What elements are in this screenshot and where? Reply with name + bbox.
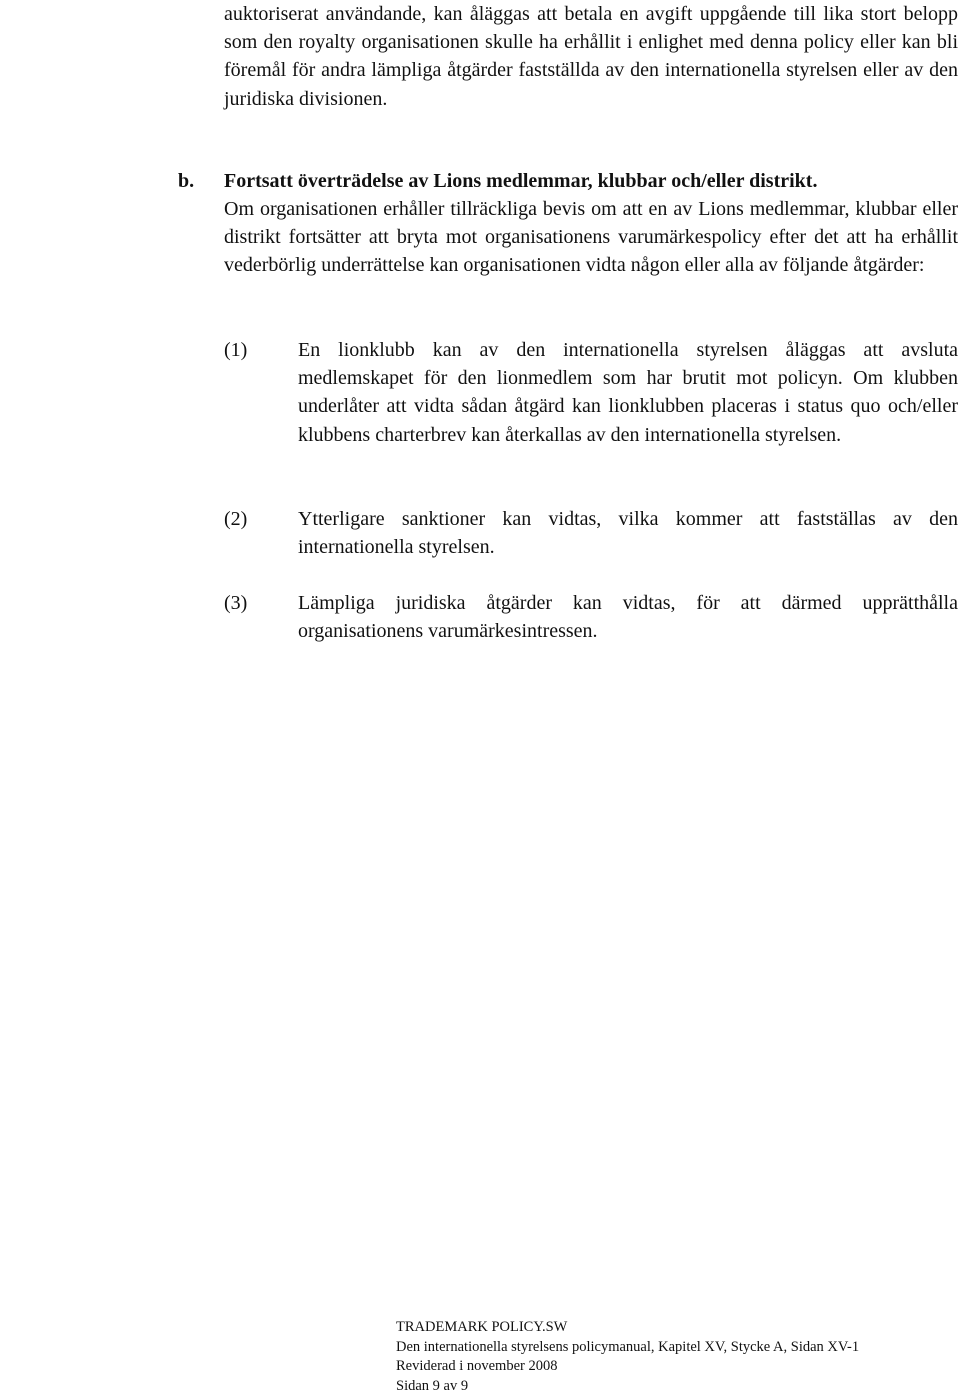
list-item-text: Ytterligare sanktioner kan vidtas, vilka kommer att fastställas av den internationella styrelsen. (298, 505, 958, 561)
footer-filename: TRADEMARK POLICY.SW (396, 1318, 859, 1338)
list-item-text: Lämpliga juridiska åtgärder kan vidtas, för att därmed upprätthålla organisationens varumärkesintressen. (298, 589, 958, 645)
list-item-number: (3) (224, 589, 247, 617)
page-footer (396, 1318, 859, 1396)
section-b-label: b. (178, 167, 194, 195)
top-paragraph: auktoriserat användande, kan åläggas att betala en avgift uppgående till lika stort belopp som den royalty organisationen skulle ha erhållit i enlighet med denna policy eller kan bli föremål för andra lämpliga åtgärder fastställda av den internationella styrelsen eller av den juridiska divisionen. (224, 0, 958, 113)
footer-page-number: Sidan 9 av 9 (396, 1377, 859, 1396)
footer-manual-reference: Den internationella styrelsens policymanual, Kapitel XV, Stycke A, Sidan XV-1 (396, 1338, 859, 1358)
section-b-paragraph: Om organisationen erhåller tillräckliga bevis om att en av Lions medlemmar, klubbar eller distrikt fortsätter att bryta mot organisationens varumärkespolicy efter det att ha erhållit vederbörlig underrättelse kan organisationen vidta någon eller alla av följande åtgärder: (224, 195, 958, 280)
list-item-number: (2) (224, 505, 247, 533)
list-item (224, 505, 958, 561)
list-item (224, 336, 958, 449)
list-item-text: En lionklubb kan av den internationella styrelsen åläggas att avsluta medlemskapet för den lionmedlem som har brutit mot policyn. Om klubben underlåter att vidta sådan åtgärd kan lionklubben placeras i status quo och/eller klubbens charterbrev kan återkallas av den internationella styrelsen. (298, 336, 958, 449)
section-b-heading: Fortsatt överträdelse av Lions medlemmar, klubbar och/eller distrikt. (224, 167, 817, 195)
list-item-number: (1) (224, 336, 247, 364)
footer-revision-date: Reviderad i november 2008 (396, 1357, 859, 1377)
list-item (224, 589, 958, 645)
